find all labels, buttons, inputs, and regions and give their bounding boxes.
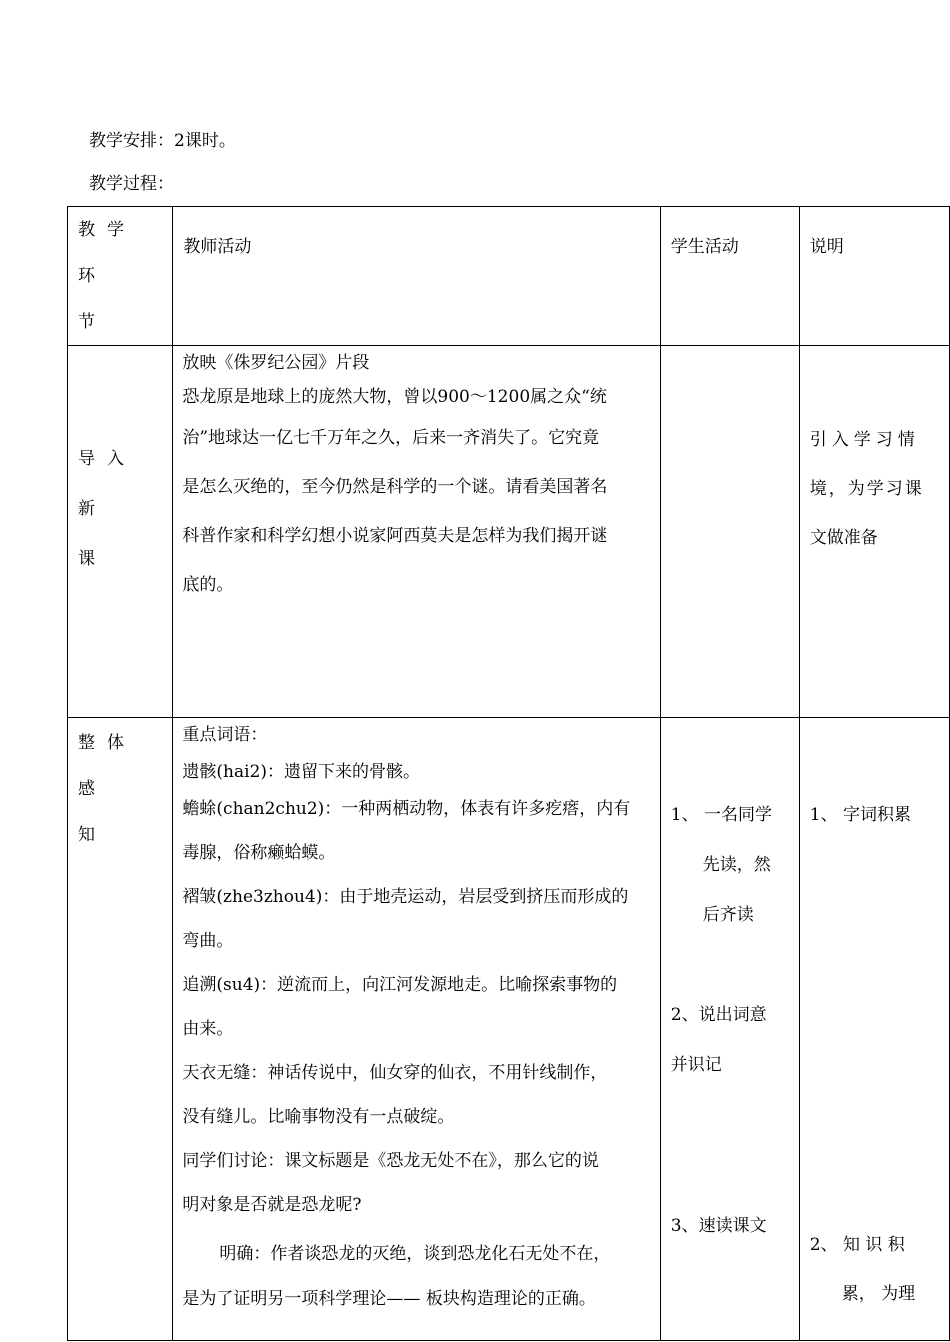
perception-teacher-line: 明对象是否就是恐龙呢? bbox=[182, 1195, 362, 1215]
header-stage bbox=[68, 207, 173, 346]
table-row-intro bbox=[68, 346, 950, 718]
perception-student-activity bbox=[660, 718, 799, 1341]
note-knowledge-accumulation-cont: 累， 为理 bbox=[841, 1284, 916, 1304]
intro-note-line: 境，为学习课 bbox=[809, 479, 924, 499]
lesson-process-heading: 教学过程： bbox=[89, 174, 174, 194]
intro-teacher-line: 科普作家和科学幻想小说家阿西莫夫是怎样为我们揭开谜 bbox=[182, 526, 608, 546]
student-step-1-cont: 先读，然 bbox=[702, 855, 771, 875]
perception-teacher-line: 追溯(su4)：逆流而上，向江河发源地走。比喻探索事物的 bbox=[182, 975, 618, 995]
perception-teacher-line: 蟾蜍(chan2chu2)：一种两栖动物，体表有许多疙瘩，内有 bbox=[182, 799, 631, 819]
perception-teacher-line: 没有缝儿。比喻事物没有一点破绽。 bbox=[182, 1107, 455, 1127]
intro-note bbox=[799, 346, 949, 718]
perception-teacher-line: 重点词语： bbox=[182, 725, 268, 745]
perception-teacher-line: 弯曲。 bbox=[182, 931, 234, 951]
perception-teacher-line: 由来。 bbox=[182, 1019, 234, 1039]
header-stage-line1: 教学环 bbox=[78, 220, 136, 286]
table-header-row bbox=[68, 207, 950, 346]
intro-stage bbox=[68, 346, 173, 718]
perception-teacher-line: 是为了证明另一项科学理论—— 板块构造理论的正确。 bbox=[182, 1289, 596, 1309]
perception-teacher-line: 遗骸(hai2)：遗留下来的骨骸。 bbox=[182, 762, 421, 782]
perception-stage-line1: 整体感 bbox=[78, 733, 136, 799]
student-step-1: 1、 一名同学 bbox=[670, 805, 772, 825]
header-note: 说明 bbox=[799, 207, 949, 346]
header-stage-line2: 节 bbox=[78, 312, 107, 332]
perception-teacher-line: 明确：作者谈恐龙的灭绝，谈到恐龙化石无处不在， bbox=[219, 1244, 611, 1264]
perception-stage-line2: 知 bbox=[78, 825, 107, 845]
note-word-accumulation: 1、 字词积累 bbox=[809, 805, 912, 825]
table-row-perception bbox=[68, 718, 950, 1341]
note-knowledge-accumulation: 2、 知 识 积 bbox=[809, 1235, 905, 1255]
header-teacher: 教师活动 bbox=[173, 207, 660, 346]
lesson-table bbox=[67, 206, 950, 1341]
perception-teacher-line: 天衣无缝：神话传说中，仙女穿的仙衣，不用针线制作， bbox=[182, 1063, 608, 1083]
intro-student-activity bbox=[660, 346, 799, 718]
header-student: 学生活动 bbox=[660, 207, 799, 346]
perception-teacher-line: 褶皱(zhe3zhou4)：由于地壳运动，岩层受到挤压而形成的 bbox=[182, 887, 629, 907]
lesson-arrangement: 教学安排：2课时。 bbox=[89, 131, 236, 151]
perception-teacher-line: 同学们讨论：课文标题是《恐龙无处不在》，那么它的说 bbox=[182, 1151, 599, 1171]
intro-stage-line2: 课 bbox=[78, 549, 107, 569]
perception-stage bbox=[68, 718, 173, 1341]
intro-note-line: 文做准备 bbox=[809, 528, 878, 548]
intro-stage-line1: 导入新 bbox=[78, 449, 136, 519]
perception-teacher-activity bbox=[173, 718, 660, 1341]
intro-teacher-activity bbox=[173, 346, 660, 718]
intro-teacher-line: 治”地球达一亿七千万年之久，后来一齐消失了。它究竟 bbox=[182, 428, 600, 448]
intro-teacher-line: 是怎么灭绝的，至今仍然是科学的一个谜。请看美国著名 bbox=[182, 477, 608, 497]
perception-teacher-line: 毒腺，俗称癞蛤蟆。 bbox=[182, 843, 336, 863]
intro-teacher-line: 底的。 bbox=[182, 575, 234, 595]
student-step-2: 2、说出词意 bbox=[670, 1005, 767, 1025]
perception-note bbox=[799, 718, 949, 1341]
student-step-2-cont: 并识记 bbox=[670, 1055, 722, 1075]
student-step-3: 3、速读课文 bbox=[670, 1216, 767, 1236]
intro-teacher-line: 恐龙原是地球上的庞然大物，曾以900～1200属之众“统 bbox=[182, 387, 607, 407]
intro-note-line: 引入学习情 bbox=[809, 430, 920, 450]
intro-teacher-line: 放映《侏罗纪公园》片段 bbox=[182, 353, 370, 373]
student-step-1-cont: 后齐读 bbox=[702, 905, 754, 925]
